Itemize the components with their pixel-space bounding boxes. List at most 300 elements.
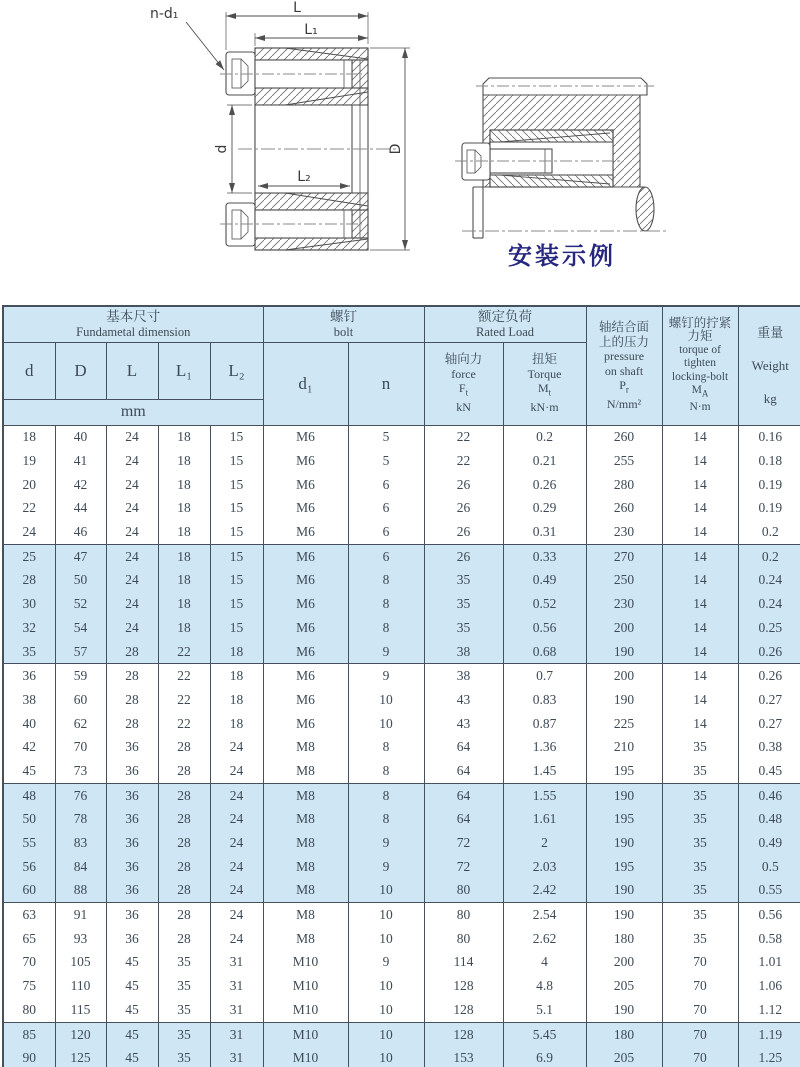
table-cell: 15 [210, 569, 263, 593]
table-cell: 28 [158, 783, 210, 807]
table-cell: 5 [348, 449, 424, 473]
table-row [3, 616, 800, 640]
table-cell: 4.8 [503, 974, 586, 998]
header-tighten-en2: tighten [684, 357, 716, 370]
table-cell: 0.56 [738, 903, 800, 927]
col-header-d: d [3, 342, 55, 399]
table-cell: 14 [662, 712, 738, 736]
header-bolt [263, 306, 424, 342]
table-row [3, 783, 800, 807]
table-row [3, 879, 800, 903]
table-cell: 0.24 [738, 592, 800, 616]
table-cell: M6 [263, 497, 348, 521]
table-row [3, 473, 800, 497]
table-cell: 35 [662, 879, 738, 903]
table-cell: 24 [106, 544, 158, 568]
table-cell: 9 [348, 664, 424, 688]
table-cell: 14 [662, 569, 738, 593]
table-cell: 50 [55, 569, 106, 593]
table-cell: 9 [348, 855, 424, 879]
table-cell: 35 [424, 592, 503, 616]
table-cell: 62 [55, 712, 106, 736]
table-cell: 43 [424, 712, 503, 736]
table-cell: 36 [106, 783, 158, 807]
table-cell: 54 [55, 616, 106, 640]
table-cell: 6 [348, 544, 424, 568]
table-cell: 24 [106, 616, 158, 640]
table-cell: 22 [3, 497, 55, 521]
table-cell: 190 [586, 903, 662, 927]
table-cell: 205 [586, 1046, 662, 1067]
table-cell: 70 [662, 1022, 738, 1046]
table-cell: 35 [662, 831, 738, 855]
table-cell: 2 [503, 831, 586, 855]
table-cell: 30 [3, 592, 55, 616]
table-cell: 10 [348, 1022, 424, 1046]
table-cell: 28 [158, 927, 210, 951]
table-cell: 18 [210, 640, 263, 664]
col-header-D: D [55, 342, 106, 399]
table-cell: 73 [55, 759, 106, 783]
table-cell: 28 [106, 664, 158, 688]
table-cell: 24 [106, 520, 158, 544]
header-bolt-zh: 螺钉 [330, 308, 358, 324]
table-cell: 8 [348, 759, 424, 783]
table-cell: 8 [348, 783, 424, 807]
table-cell: M10 [263, 1022, 348, 1046]
header-fundamental-en: Fundametal dimension [76, 324, 191, 339]
table-row [3, 1046, 800, 1067]
table-row [3, 640, 800, 664]
table-cell: 36 [106, 879, 158, 903]
table-cell: 6 [348, 520, 424, 544]
table-cell: 10 [348, 998, 424, 1022]
table-cell: 10 [348, 974, 424, 998]
table-cell: 36 [106, 855, 158, 879]
table-cell: 55 [3, 831, 55, 855]
table-cell: 255 [586, 449, 662, 473]
table-cell: 31 [210, 1046, 263, 1067]
table-cell: 6.9 [503, 1046, 586, 1067]
table-cell: 36 [106, 808, 158, 832]
table-cell: 28 [158, 831, 210, 855]
table-cell: 70 [662, 974, 738, 998]
table-cell: 14 [662, 616, 738, 640]
table-cell: 2.03 [503, 855, 586, 879]
table-cell: M6 [263, 449, 348, 473]
table-row [3, 974, 800, 998]
table-cell: 15 [210, 425, 263, 449]
col-header-d1: d₁ [263, 342, 348, 425]
table-cell: 128 [424, 998, 503, 1022]
table-cell: 26 [424, 497, 503, 521]
table-cell: 24 [210, 879, 263, 903]
table-cell: 180 [586, 927, 662, 951]
table-cell: 1.25 [738, 1046, 800, 1067]
header-pressure-zh2: 上的压力 [599, 334, 650, 349]
table-cell: 153 [424, 1046, 503, 1067]
table-cell: 270 [586, 544, 662, 568]
header-tighten-zh2: 力矩 [687, 329, 713, 344]
table-cell: 280 [586, 473, 662, 497]
table-cell: M8 [263, 927, 348, 951]
table-cell: 35 [424, 569, 503, 593]
table-cell: 10 [348, 903, 424, 927]
table-cell: 22 [158, 688, 210, 712]
header-pressure-zh1: 轴结合面 [599, 320, 650, 335]
table-cell: 47 [55, 544, 106, 568]
table-cell: 24 [106, 497, 158, 521]
installation-drawing [455, 78, 668, 238]
table-row [3, 425, 800, 449]
table-cell: 22 [158, 640, 210, 664]
table-cell: 24 [210, 735, 263, 759]
table-cell: 200 [586, 664, 662, 688]
table-cell: 36 [3, 664, 55, 688]
header-tighten-symbol: $M_A$ [691, 384, 709, 399]
table-cell: 35 [662, 855, 738, 879]
table-cell: 50 [3, 808, 55, 832]
table-cell: 180 [586, 1022, 662, 1046]
table-cell: 18 [158, 520, 210, 544]
table-cell: 35 [662, 783, 738, 807]
table-cell: 114 [424, 951, 503, 975]
table-cell: 35 [662, 927, 738, 951]
table-cell: 38 [424, 664, 503, 688]
table-cell: 1.45 [503, 759, 586, 783]
table-cell: 28 [106, 640, 158, 664]
table-cell: 80 [424, 903, 503, 927]
table-row [3, 951, 800, 975]
table-cell: 36 [106, 759, 158, 783]
table-row [3, 520, 800, 544]
table-cell: 25 [3, 544, 55, 568]
table-cell: 35 [3, 640, 55, 664]
table-cell: 14 [662, 664, 738, 688]
table-cell: 9 [348, 831, 424, 855]
table-cell: 20 [3, 473, 55, 497]
table-cell: 45 [3, 759, 55, 783]
table-cell: 35 [158, 974, 210, 998]
table-cell: 128 [424, 974, 503, 998]
table-cell: 0.49 [738, 831, 800, 855]
table-cell: 35 [158, 1022, 210, 1046]
table-cell: 42 [55, 473, 106, 497]
table-cell: 190 [586, 783, 662, 807]
table-cell: 35 [158, 1046, 210, 1067]
table-cell: 190 [586, 998, 662, 1022]
table-cell: 43 [424, 688, 503, 712]
table-cell: 18 [158, 497, 210, 521]
table-cell: 19 [3, 449, 55, 473]
table-cell: 28 [158, 759, 210, 783]
table-cell: 125 [55, 1046, 106, 1067]
table-cell: 24 [210, 831, 263, 855]
table-cell: M6 [263, 473, 348, 497]
table-cell: 80 [3, 998, 55, 1022]
header-rated-load [424, 306, 586, 342]
table-row [3, 712, 800, 736]
table-cell: 2.54 [503, 903, 586, 927]
table-cell: 24 [106, 473, 158, 497]
table-cell: M8 [263, 855, 348, 879]
table-cell: M10 [263, 1046, 348, 1067]
table-cell: 64 [424, 735, 503, 759]
table-cell: 36 [106, 903, 158, 927]
table-cell: M6 [263, 616, 348, 640]
table-cell: 24 [3, 520, 55, 544]
table-cell: M8 [263, 903, 348, 927]
table-cell: 14 [662, 449, 738, 473]
table-cell: 44 [55, 497, 106, 521]
table-row [3, 449, 800, 473]
table-cell: 24 [210, 855, 263, 879]
table-cell: 48 [3, 783, 55, 807]
table-cell: 128 [424, 1022, 503, 1046]
table-row [3, 998, 800, 1022]
header-pressure-en2: on shaft [604, 363, 644, 378]
table-cell: 70 [662, 951, 738, 975]
table-cell: 10 [348, 927, 424, 951]
table-cell: 14 [662, 688, 738, 712]
table-cell: 28 [106, 712, 158, 736]
table-cell: 0.26 [738, 664, 800, 688]
table-cell: 0.27 [738, 688, 800, 712]
table-cell: 0.19 [738, 497, 800, 521]
table-cell: 8 [348, 735, 424, 759]
table-cell: 0.33 [503, 544, 586, 568]
table-cell: 190 [586, 879, 662, 903]
header-torque-en: Torque [527, 366, 562, 381]
table-cell: 1.61 [503, 808, 586, 832]
table-cell: 52 [55, 592, 106, 616]
header-tighten-en1: torque of [679, 343, 721, 356]
table-cell: 24 [106, 449, 158, 473]
table-cell: 60 [55, 688, 106, 712]
table-cell: M6 [263, 664, 348, 688]
table-cell: 40 [55, 425, 106, 449]
table-cell: 45 [106, 1046, 158, 1067]
table-cell: 31 [210, 998, 263, 1022]
table-cell: 18 [158, 616, 210, 640]
table-cell: 5 [348, 425, 424, 449]
table-cell: 5.1 [503, 998, 586, 1022]
table-cell: M10 [263, 998, 348, 1022]
header-force-en: force [451, 366, 476, 381]
table-cell: 0.31 [503, 520, 586, 544]
table-cell: 110 [55, 974, 106, 998]
table-cell: 72 [424, 855, 503, 879]
table-cell: 15 [210, 520, 263, 544]
table-cell: 57 [55, 640, 106, 664]
header-weight [738, 306, 800, 425]
table-cell: 28 [106, 688, 158, 712]
table-cell: 0.55 [738, 879, 800, 903]
table-cell: 14 [662, 473, 738, 497]
col-header-force [424, 342, 503, 425]
table-cell: M6 [263, 544, 348, 568]
table-cell: 35 [158, 951, 210, 975]
header-fundamental [3, 306, 263, 342]
table-cell: 230 [586, 592, 662, 616]
table-cell: 32 [3, 616, 55, 640]
dim-label-L: L [293, 0, 301, 16]
table-cell: 22 [424, 425, 503, 449]
table-cell: 22 [424, 449, 503, 473]
table-cell: 26 [424, 544, 503, 568]
header-force-zh: 轴向力 [444, 352, 483, 367]
table-cell: 46 [55, 520, 106, 544]
table-cell: M6 [263, 425, 348, 449]
header-weight-zh: 重量 [757, 325, 784, 341]
table-cell: 0.7 [503, 664, 586, 688]
table-cell: 26 [424, 473, 503, 497]
table-cell: 230 [586, 520, 662, 544]
installation-caption: 安装示例 [508, 242, 616, 270]
table-cell: 10 [348, 712, 424, 736]
table-row [3, 592, 800, 616]
table-cell: 0.83 [503, 688, 586, 712]
table-cell: 0.52 [503, 592, 586, 616]
table-cell: 0.49 [503, 569, 586, 593]
table-cell: 35 [662, 759, 738, 783]
dim-label-n-d1: n-d₁ [150, 6, 179, 22]
table-row [3, 808, 800, 832]
table-row [3, 831, 800, 855]
dim-label-d: d [214, 144, 230, 154]
table-cell: 14 [662, 544, 738, 568]
table-cell: M6 [263, 640, 348, 664]
spec-table-body [3, 425, 800, 1067]
header-tighten-en3: locking-bolt [671, 370, 729, 383]
table-cell: 28 [158, 903, 210, 927]
col-header-n: n [348, 342, 424, 425]
table-row [3, 759, 800, 783]
header-force-symbol: $F_t$ [458, 381, 469, 398]
table-cell: M8 [263, 783, 348, 807]
table-cell: 84 [55, 855, 106, 879]
table-cell: 1.55 [503, 783, 586, 807]
header-tighten-torque [662, 306, 738, 425]
table-cell: 8 [348, 808, 424, 832]
table-cell: 9 [348, 640, 424, 664]
header-mm-unit: mm [3, 399, 263, 425]
table-cell: 0.46 [738, 783, 800, 807]
table-cell: 190 [586, 640, 662, 664]
header-torque-symbol: $M_t$ [537, 381, 552, 398]
table-cell: 18 [158, 425, 210, 449]
header-weight-en: Weight [751, 358, 789, 374]
table-cell: 28 [158, 808, 210, 832]
table-cell: 18 [3, 425, 55, 449]
table-cell: M10 [263, 974, 348, 998]
table-cell: 24 [106, 569, 158, 593]
table-cell: 45 [106, 998, 158, 1022]
table-cell: M10 [263, 951, 348, 975]
table-cell: 64 [424, 759, 503, 783]
table-cell: M6 [263, 712, 348, 736]
table-cell: 15 [210, 497, 263, 521]
table-cell: 31 [210, 951, 263, 975]
spec-table-header [3, 306, 800, 425]
table-cell: 1.01 [738, 951, 800, 975]
table-cell: 93 [55, 927, 106, 951]
table-cell: 64 [424, 783, 503, 807]
table-cell: 70 [55, 735, 106, 759]
table-cell: M8 [263, 759, 348, 783]
table-cell: 24 [210, 903, 263, 927]
table-cell: 0.16 [738, 425, 800, 449]
table-cell: 24 [106, 425, 158, 449]
table-cell: 22 [158, 712, 210, 736]
table-cell: 75 [3, 974, 55, 998]
table-cell: 9 [348, 951, 424, 975]
technical-drawings [0, 0, 800, 295]
section-drawing [186, 12, 410, 250]
table-row [3, 544, 800, 568]
table-cell: 31 [210, 1022, 263, 1046]
table-cell: 0.29 [503, 497, 586, 521]
table-cell: 18 [210, 688, 263, 712]
table-cell: 0.56 [503, 616, 586, 640]
table-cell: 42 [3, 735, 55, 759]
table-cell: 4 [503, 951, 586, 975]
header-pressure [586, 306, 662, 425]
table-cell: 35 [662, 808, 738, 832]
table-cell: 38 [3, 688, 55, 712]
table-cell: 210 [586, 735, 662, 759]
table-cell: 60 [3, 879, 55, 903]
table-cell: 26 [424, 520, 503, 544]
table-cell: 83 [55, 831, 106, 855]
table-cell: 1.12 [738, 998, 800, 1022]
table-cell: 0.5 [738, 855, 800, 879]
table-cell: M6 [263, 569, 348, 593]
table-cell: M8 [263, 831, 348, 855]
table-cell: 14 [662, 520, 738, 544]
table-cell: 15 [210, 544, 263, 568]
header-torque-unit: kN·m [530, 400, 559, 415]
table-row [3, 927, 800, 951]
table-cell: 18 [158, 449, 210, 473]
table-cell: 0.26 [503, 473, 586, 497]
table-cell: 24 [210, 927, 263, 951]
table-cell: 24 [210, 808, 263, 832]
table-cell: 45 [106, 1022, 158, 1046]
table-row [3, 688, 800, 712]
table-cell: 14 [662, 497, 738, 521]
table-cell: 5.45 [503, 1022, 586, 1046]
table-cell: 22 [158, 664, 210, 688]
table-cell: 2.42 [503, 879, 586, 903]
table-cell: 56 [3, 855, 55, 879]
col-header-L2: L₂ [210, 342, 263, 399]
table-cell: 38 [424, 640, 503, 664]
table-cell: M6 [263, 592, 348, 616]
table-cell: 205 [586, 974, 662, 998]
table-cell: M6 [263, 688, 348, 712]
table-cell: 80 [424, 879, 503, 903]
table-cell: 18 [158, 473, 210, 497]
header-rated-zh: 额定负荷 [478, 308, 533, 324]
table-cell: 0.45 [738, 759, 800, 783]
table-cell: 88 [55, 879, 106, 903]
table-cell: 70 [3, 951, 55, 975]
table-cell: 18 [158, 544, 210, 568]
table-cell: 190 [586, 831, 662, 855]
header-fundamental-zh: 基本尺寸 [106, 308, 161, 324]
table-row [3, 569, 800, 593]
